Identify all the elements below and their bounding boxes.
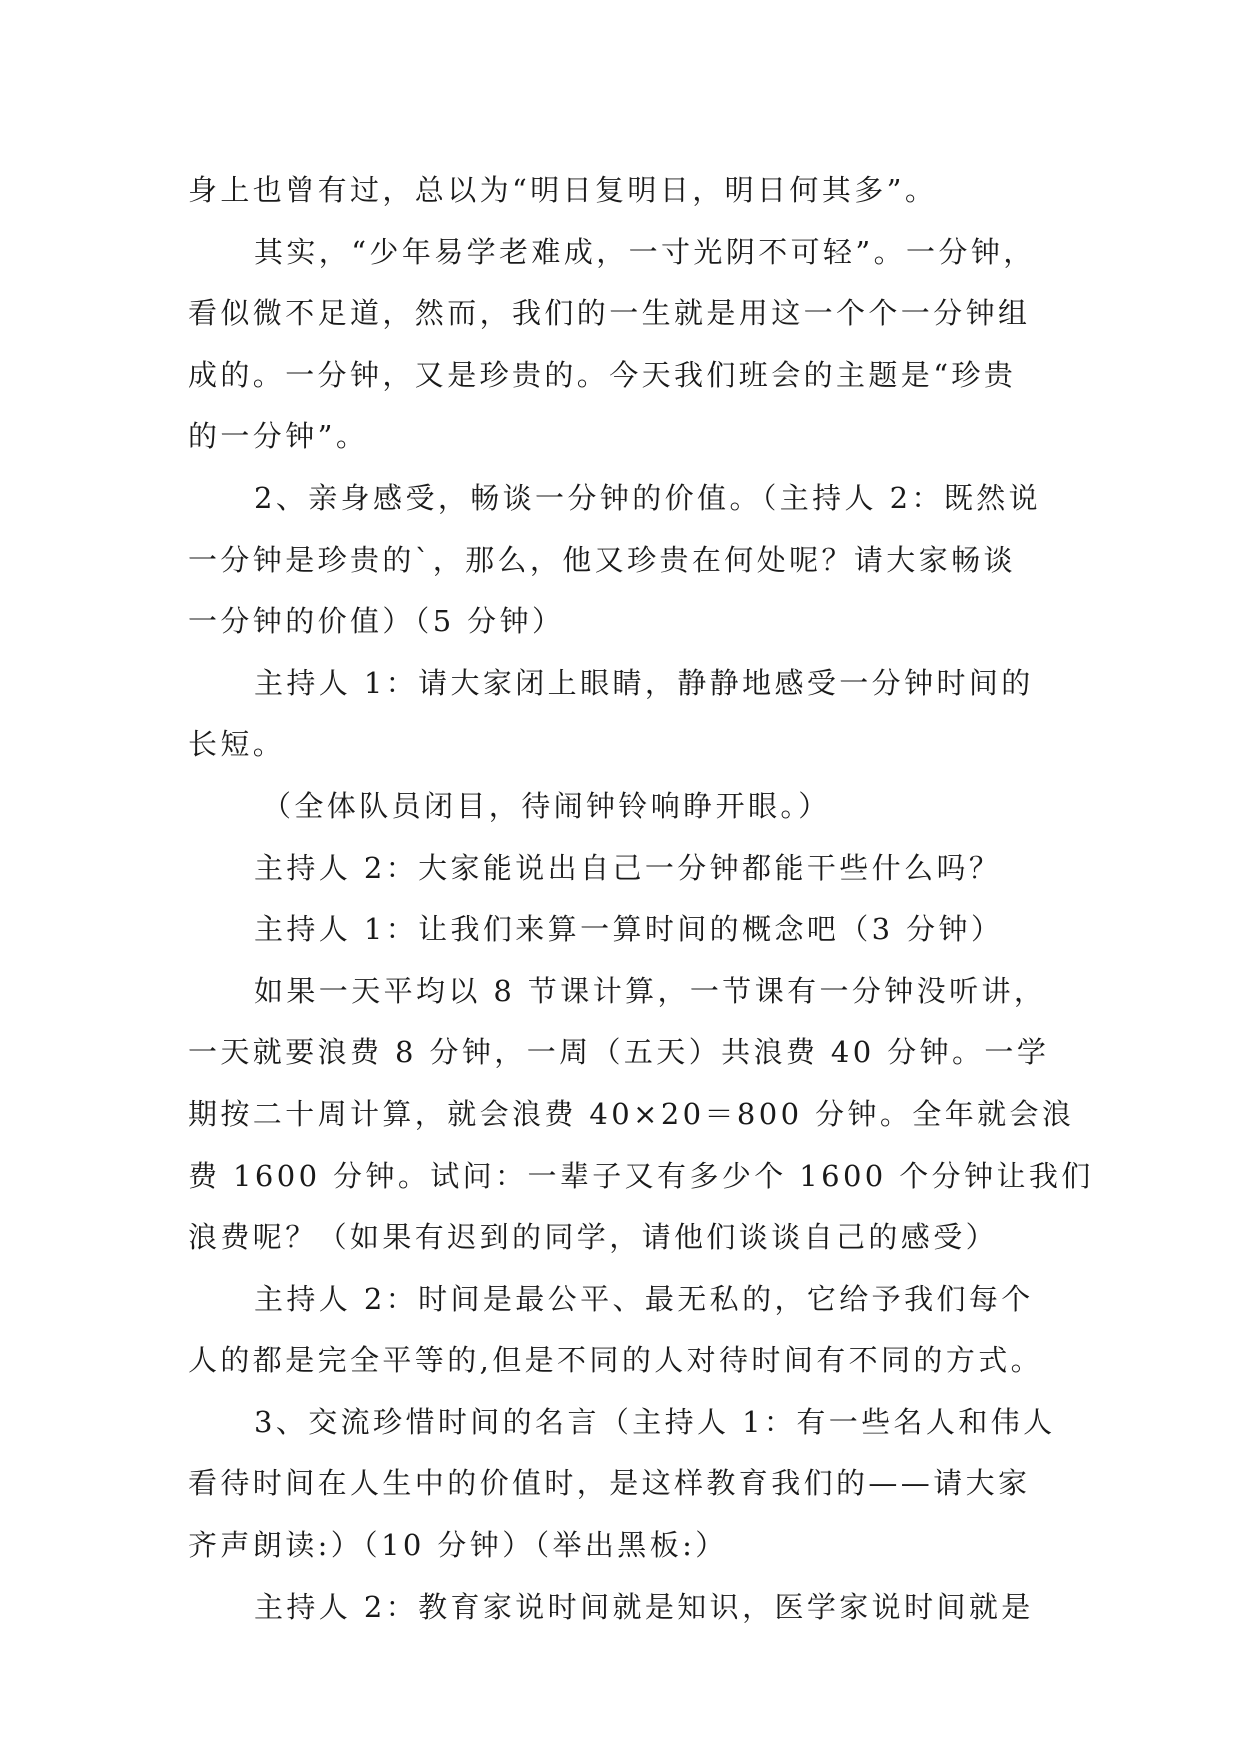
document-body: [188, 160, 1094, 1638]
text-line: 期按二十周计算，就会浪费 40×20＝800 分钟。全年就会浪: [188, 1096, 1075, 1131]
text-line: 长短。: [188, 727, 286, 762]
text-line: 一天就要浪费 8 分钟，一周（五天）共浪费 40 分钟。一学: [188, 1035, 1050, 1070]
text-line: 一分钟是珍贵的`，那么，他又珍贵在何处呢？请大家畅谈: [188, 542, 1016, 577]
text-line: 身上也曾有过，总以为“明日复明日，明日何其多”。: [188, 173, 938, 207]
text-line: 人的都是完全平等的,但是不同的人对待时间有不同的方式。: [188, 1343, 1044, 1378]
text-line: 的一分钟”。: [188, 419, 369, 454]
text-line: 费 1600 分钟。试问：一辈子又有多少个 1600 个分钟让我们: [188, 1158, 1094, 1193]
paragraph-line: 其实，“少年易学老难成，一寸光阴不可轻”。一分钟，: [254, 234, 1036, 269]
paragraph-line: 主持人 2：教育家说时间就是知识，医学家说时间就是: [254, 1589, 1034, 1624]
paragraph-line: 主持人 2：大家能说出自己一分钟都能干些什么吗？: [254, 850, 1002, 885]
paragraph-line: 主持人 1：让我们来算一算时间的概念吧（3 分钟）: [254, 912, 1004, 947]
paragraph-line: 如果一天平均以 8 节课计算，一节课有一分钟没听讲，: [254, 973, 1047, 1008]
text-line: 齐声朗读:）（10 分钟）（举出黑板:）: [188, 1528, 728, 1563]
section-heading-line: 2、亲身感受，畅谈一分钟的价值。（主持人 2：既然说: [254, 480, 1042, 515]
paragraph-line: 主持人 2：时间是最公平、最无私的，它给予我们每个: [254, 1281, 1034, 1316]
paragraph-line: 主持人 1：请大家闭上眼睛，静静地感受一分钟时间的: [254, 665, 1034, 700]
stage-direction-line: （全体队员闭目，待闹钟铃响睁开眼。）: [262, 788, 831, 823]
text-line: 看待时间在人生中的价值时，是这样教育我们的——请大家: [188, 1466, 1031, 1501]
text-line: 浪费呢？（如果有迟到的同学，请他们谈谈自己的感受）: [188, 1220, 999, 1255]
text-line: 看似微不足道，然而，我们的一生就是用这一个个一分钟组: [188, 296, 1031, 331]
section-heading-line: 3、交流珍惜时间的名言（主持人 1：有一些名人和伟人: [254, 1404, 1056, 1439]
text-line: 成的。一分钟，又是珍贵的。今天我们班会的主题是“珍贵: [188, 357, 1017, 392]
text-line: 一分钟的价值）（5 分钟）: [188, 604, 565, 639]
